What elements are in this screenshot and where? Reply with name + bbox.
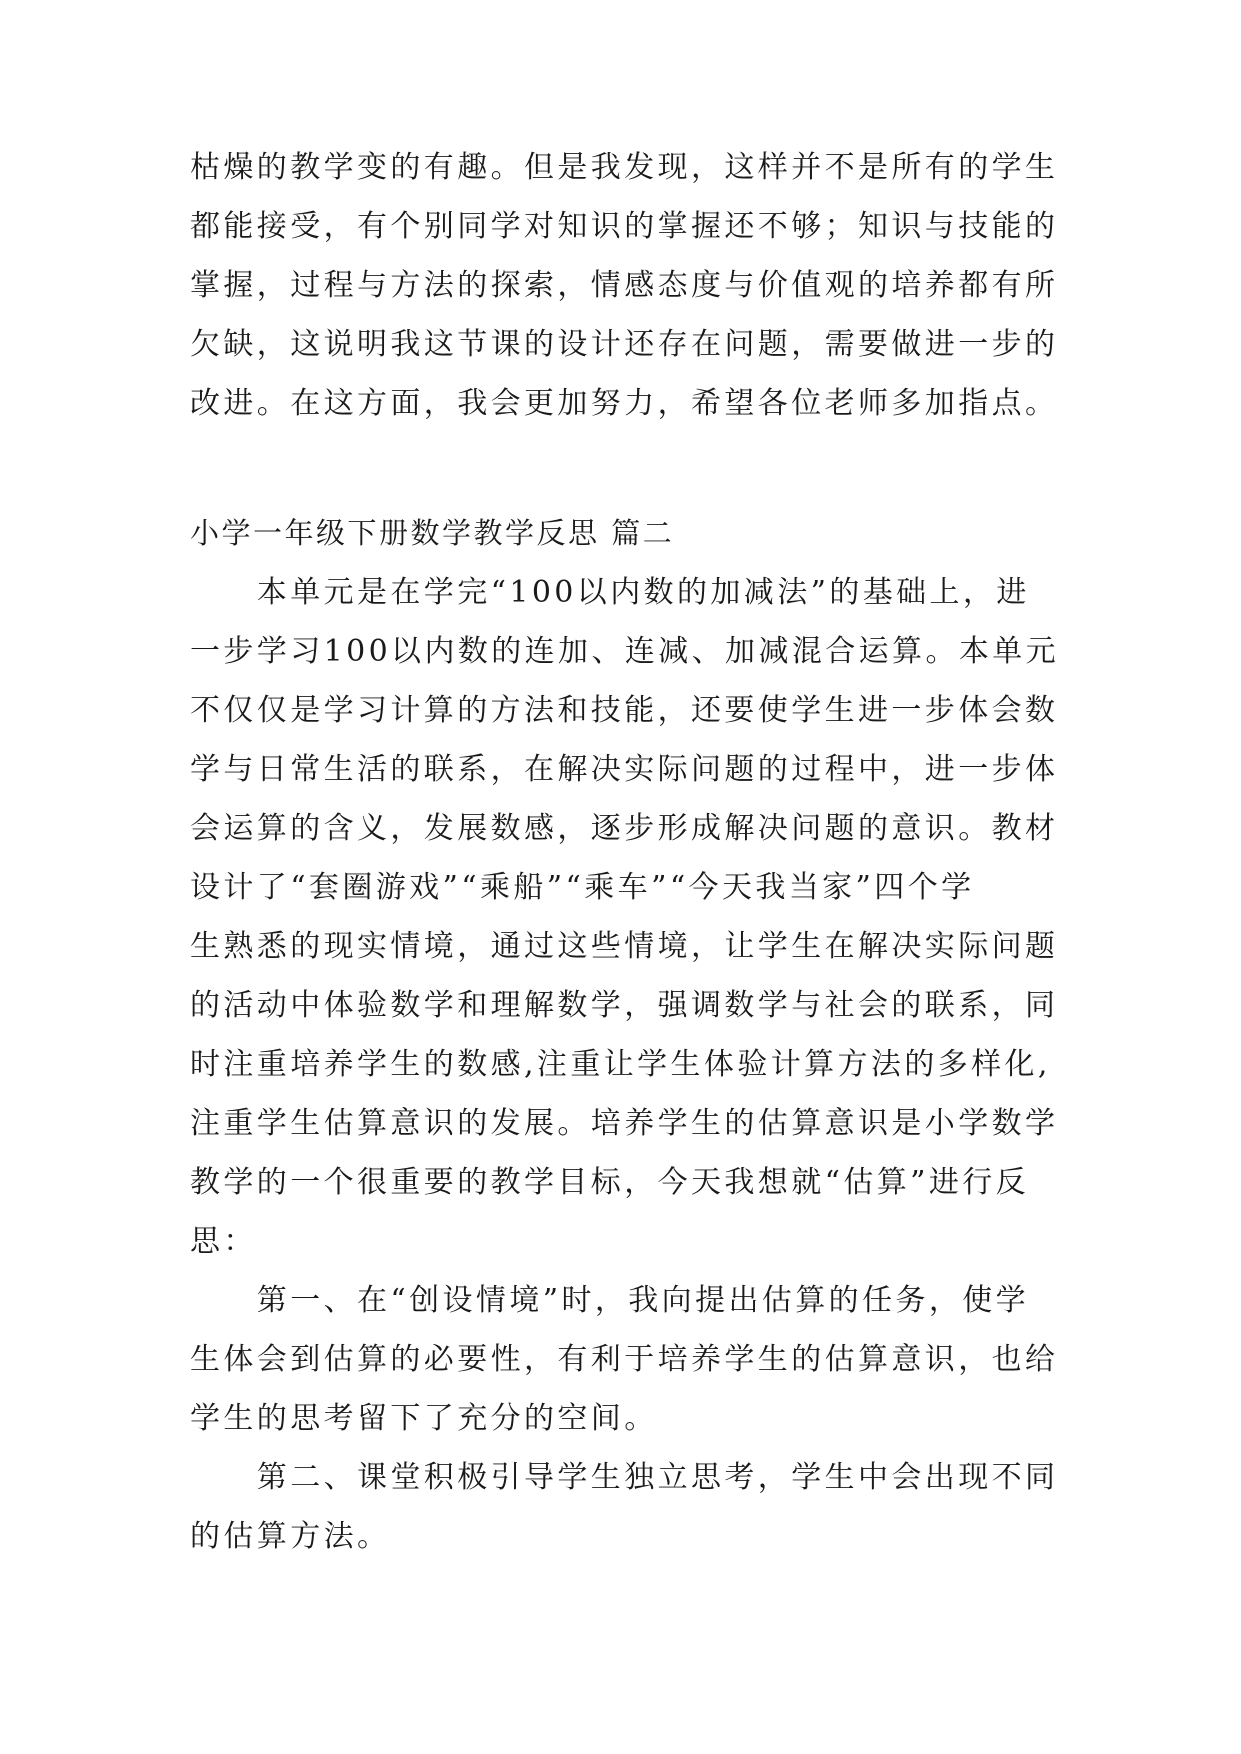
text-line: 都能接受，有个别同学对知识的掌握还不够；知识与技能的 [190,209,1059,244]
text-line: 一步学习100以内数的连加、连减、加减混合运算。本单元 [190,634,1060,669]
text-line: 思： [190,1224,257,1259]
text-line: 的估算方法。 [190,1519,391,1554]
text-line: 学生的思考留下了充分的空间。 [190,1401,658,1436]
section-heading: 小学一年级下册数学教学反思 篇二 [190,516,675,550]
text-line: 注重学生估算意识的发展。培养学生的估算意识是小学数学 [190,1106,1059,1141]
section-heading-block [190,504,1070,563]
text-line: 生熟悉的现实情境，通过这些情境，让学生在解决实际问题 [190,929,1059,964]
text-line: 第二、课堂积极引导学生独立思考，学生中会出现不同 [190,1460,1059,1495]
text-line: 掌握，过程与方法的探索，情感态度与价值观的培养都有所 [190,268,1059,303]
text-line: 枯燥的教学变的有趣。但是我发现，这样并不是所有的学生 [190,150,1059,185]
text-line: 教学的一个很重要的教学目标，今天我想就“估算”进行反 [190,1165,1030,1200]
text-line: 生体会到估算的必要性，有利于培养学生的估算意识，也给 [190,1342,1059,1377]
text-line: 不仅仅是学习计算的方法和技能，还要使学生进一步体会数 [190,693,1059,728]
text-line: 设计了“套圈游戏”“乘船”“乘车”“今天我当家”四个学 [190,870,975,905]
text-line: 学与日常生活的联系，在解决实际问题的过程中，进一步体 [190,752,1059,787]
text-line: 欠缺，这说明我这节课的设计还存在问题，需要做进一步的 [190,327,1059,362]
text-line: 本单元是在学完“100以内数的加减法”的基础上，进 [190,575,1030,610]
text-line: 时注重培养学生的数感,注重让学生体验计算方法的多样化, [190,1047,1051,1082]
paragraph-second-point [190,1448,1070,1566]
text-line: 第一、在“创设情境”时，我向提出估算的任务，使学 [190,1283,1030,1318]
text-line: 的活动中体验数学和理解数学，强调数学与社会的联系，同 [190,988,1059,1023]
paragraph-first-point [190,1271,1070,1448]
text-line: 会运算的含义，发展数感，逐步形成解决问题的意识。教材 [190,811,1059,846]
text-line: 改进。在这方面，我会更加努力，希望各位老师多加指点。 [190,386,1059,421]
paragraph-intro [190,563,1070,1271]
continuation-paragraph [190,138,1070,433]
